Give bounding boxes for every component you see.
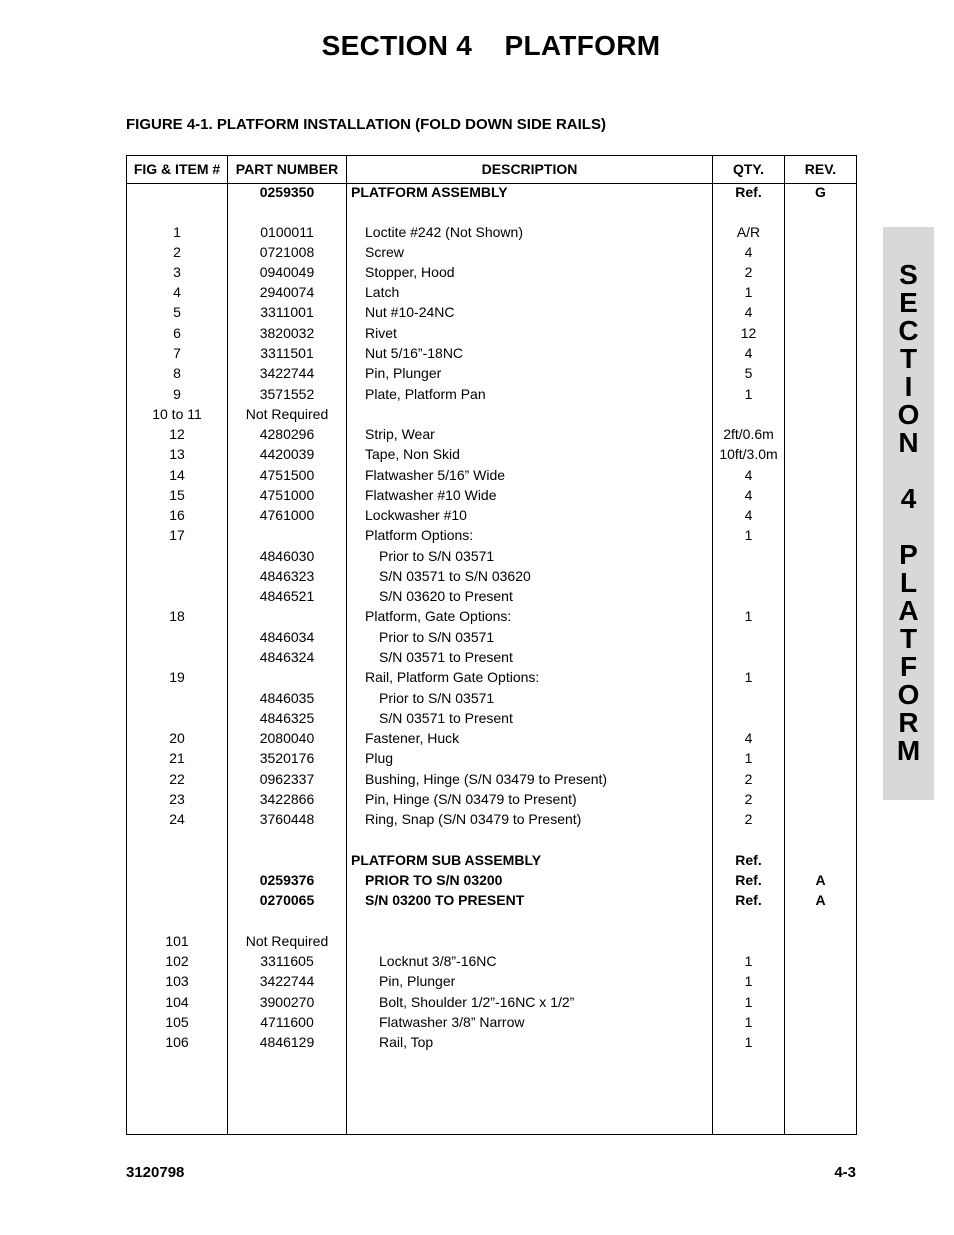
part-number-cell: 4846129 [259,1034,315,1050]
fig-item-cell: 1 [173,224,181,240]
fig-item-cell: 24 [169,811,185,827]
qty-cell: 1 [744,608,753,624]
qty-cell: 1 [744,669,753,685]
table-row [127,1012,856,1032]
side-tab-letter: L [899,567,918,598]
table-row [127,870,856,890]
part-number-cell: 4751000 [259,487,315,503]
part-number-cell: 3520176 [259,750,315,766]
description-cell: S/N 03571 to Present [379,710,513,726]
section-title: SECTION 4 PLATFORM [321,30,661,61]
fig-item-cell: 15 [169,487,185,503]
table-row [127,748,856,768]
part-number-cell: 4280296 [259,426,315,442]
description-cell: Lockwasher #10 [365,507,467,523]
qty-cell: 4 [744,304,753,320]
table-row [127,667,856,687]
description-cell: Bolt, Shoulder 1/2”-16NC x 1/2” [379,994,575,1010]
table-row [127,525,856,545]
side-tab-letter: 4 [900,483,917,514]
table-row [127,546,856,566]
fig-item-cell: 3 [173,264,181,280]
side-tab-letter: P [899,539,918,570]
qty-cell: 2ft/0.6m [723,426,774,442]
qty-cell: 2 [744,811,753,827]
description-cell: Plug [365,750,394,766]
header-rev: REV. [804,161,837,177]
table-row [127,302,856,322]
qty-cell: A/R [736,224,761,240]
section-side-tab [883,227,934,800]
description-cell: Prior to S/N 03571 [379,690,495,706]
table-row [127,404,856,424]
fig-item-cell: 12 [169,426,185,442]
fig-item-cell: 106 [165,1034,189,1050]
part-number-cell: 0940049 [259,264,315,280]
qty-cell: 2 [744,791,753,807]
qty-cell: 1 [744,386,753,402]
fig-item-cell: 20 [169,730,185,746]
side-tab-letter: O [897,679,920,710]
description-cell: Fastener, Huck [365,730,460,746]
table-row [127,931,856,951]
fig-item-cell: 8 [173,365,181,381]
qty-cell: 4 [744,730,753,746]
table-row [127,708,856,728]
side-tab-letter: F [899,651,918,682]
part-number-cell: 4846324 [259,649,315,665]
fig-item-cell: 16 [169,507,185,523]
description-cell: S/N 03571 to S/N 03620 [379,568,531,584]
part-number-cell: 4420039 [259,446,315,462]
qty-cell: 4 [744,244,753,260]
doc-number: 3120798 [126,1164,185,1181]
qty-cell: 1 [744,994,753,1010]
side-tab-letter: O [897,399,920,430]
table-row [127,789,856,809]
table-row [127,262,856,282]
table-row [127,505,856,525]
side-tab-letter: S [899,259,918,290]
description-cell: Nut 5/16”-18NC [365,345,464,361]
part-number-cell: 3311501 [260,345,314,361]
part-number-cell: 3311605 [260,953,314,969]
description-cell: Latch [365,284,400,300]
table-row [127,688,856,708]
fig-item-cell: 102 [165,953,189,969]
side-tab-letter: I [904,371,913,402]
qty-cell: 4 [744,507,753,523]
qty-cell: Ref. [735,892,762,908]
part-number-cell: 3820032 [259,325,315,341]
part-number-cell: 3422744 [259,365,315,381]
fig-item-cell: 4 [173,284,181,300]
qty-cell: Ref. [735,872,762,888]
table-row [127,1032,856,1052]
qty-cell: 4 [744,487,753,503]
description-cell: Flatwasher 5/16” Wide [365,467,506,483]
part-number-cell: 2940074 [259,284,315,300]
table-row [127,343,856,363]
description-cell: Rail, Platform Gate Options: [365,669,540,685]
table-row [127,323,856,343]
side-tab-letter: T [899,343,918,374]
header-qty: QTY. [732,161,765,177]
qty-cell: 4 [744,467,753,483]
qty-cell: 1 [744,973,753,989]
side-tab-letter: N [898,427,919,458]
table-row [127,627,856,647]
fig-item-cell: 23 [169,791,185,807]
description-cell: Plate, Platform Pan [365,386,486,402]
table-row [127,992,856,1012]
description-cell: Strip, Wear [365,426,435,442]
table-row [127,769,856,789]
qty-cell: 1 [744,284,753,300]
table-row [127,282,856,302]
description-cell: Platform, Gate Options: [365,608,512,624]
fig-item-cell: 14 [169,467,185,483]
table-row [127,606,856,626]
table-row [127,363,856,383]
description-cell: S/N 03200 TO PRESENT [365,892,525,908]
description-cell: Tape, Non Skid [365,446,460,462]
part-number-cell: 4711600 [260,1014,314,1030]
qty-cell: 12 [740,325,757,341]
qty-cell: Ref. [735,852,762,868]
qty-cell: 5 [744,365,753,381]
part-number-cell: 4751500 [259,467,315,483]
part-number-cell: 4846035 [259,690,315,706]
rev-cell: A [815,892,826,908]
description-cell: Stopper, Hood [365,264,455,280]
header-fig-item: FIG & ITEM # [133,161,221,177]
part-number-cell: 0259376 [259,872,315,888]
description-cell: S/N 03620 to Present [379,588,513,604]
part-number-cell: 4761000 [259,507,315,523]
description-cell: Pin, Hinge (S/N 03479 to Present) [365,791,577,807]
fig-item-cell: 7 [173,345,181,361]
part-number-cell: 4846323 [259,568,315,584]
rev-cell: A [815,872,826,888]
side-tab-letter: T [899,623,918,654]
fig-item-cell: 22 [169,771,185,787]
fig-item-cell: 104 [165,994,189,1010]
part-number-cell: 3422744 [259,973,315,989]
description-cell: Rivet [365,325,397,341]
qty-cell: 1 [744,527,753,543]
parts-table [126,155,857,1135]
fig-item-cell: 105 [165,1014,189,1030]
fig-item-cell: 21 [169,750,185,766]
part-number-cell: 4846030 [259,548,315,564]
description-cell: Ring, Snap (S/N 03479 to Present) [365,811,582,827]
description-cell: PLATFORM ASSEMBLY [351,184,508,200]
figure-title: FIGURE 4-1. PLATFORM INSTALLATION (FOLD DOWN SIDE RAILS) [126,116,606,133]
fig-item-cell: 13 [169,446,185,462]
part-number-cell: 0270065 [259,892,315,908]
fig-item-cell: 6 [173,325,181,341]
description-cell: Pin, Plunger [379,973,456,989]
fig-item-cell: 18 [169,608,185,624]
table-row [127,384,856,404]
table-row [127,850,856,870]
table-row [127,566,856,586]
side-tab-letter: A [898,595,919,626]
table-row [127,222,856,242]
description-cell: Locknut 3/8”-16NC [379,953,497,969]
rev-cell: G [815,184,826,200]
fig-item-cell: 10 to 11 [152,406,202,422]
description-cell: Prior to S/N 03571 [379,629,495,645]
fig-item-cell: 103 [165,973,189,989]
part-number-cell: 4846325 [259,710,315,726]
table-row [127,586,856,606]
table-row [127,242,856,262]
part-number-cell: Not Required [245,933,329,949]
description-cell: Loctite #242 (Not Shown) [365,224,523,240]
part-number-cell: 3900270 [259,994,315,1010]
table-row [127,424,856,444]
qty-cell: 1 [744,1014,753,1030]
description-cell: PLATFORM SUB ASSEMBLY [351,852,542,868]
qty-cell: 1 [744,953,753,969]
fig-item-cell: 5 [173,304,181,320]
qty-cell: 2 [744,264,753,280]
description-cell: Flatwasher 3/8” Narrow [379,1014,525,1030]
qty-cell: 1 [744,1034,753,1050]
table-row [127,728,856,748]
table-row [127,971,856,991]
table-row [127,647,856,667]
qty-cell: Ref. [735,184,762,200]
part-number-cell: 0100011 [260,224,314,240]
fig-item-cell: 2 [173,244,181,260]
table-row [127,809,856,829]
part-number-cell: 4846521 [259,588,315,604]
part-number-cell: 3571552 [259,386,315,402]
part-number-cell: 4846034 [259,629,315,645]
description-cell: Flatwasher #10 Wide [365,487,497,503]
description-cell: Platform Options: [365,527,474,543]
part-number-cell: 3422866 [259,791,315,807]
header-part-number: PART NUMBER [235,161,339,177]
header-description: DESCRIPTION [481,161,578,177]
fig-item-cell: 19 [169,669,185,685]
fig-item-cell: 17 [169,527,185,543]
side-tab-letter: M [896,735,921,766]
fig-item-cell: 9 [173,386,181,402]
qty-cell: 4 [744,345,753,361]
part-number-cell: Not Required [245,406,329,422]
side-tab-letter: E [899,287,918,318]
table-row [127,182,856,202]
table-row [127,485,856,505]
part-number-cell: 0259350 [259,184,315,200]
description-cell: PRIOR TO S/N 03200 [365,872,503,888]
part-number-cell: 0962337 [259,771,315,787]
description-cell: Pin, Plunger [365,365,442,381]
description-cell: Prior to S/N 03571 [379,548,495,564]
description-cell: Nut #10-24NC [365,304,455,320]
table-row [127,890,856,910]
qty-cell: 1 [744,750,753,766]
table-row [127,444,856,464]
part-number-cell: 2080040 [259,730,315,746]
description-cell: Rail, Top [379,1034,434,1050]
description-cell: Screw [365,244,404,260]
page-number: 4-3 [834,1164,856,1181]
table-header [127,156,856,184]
qty-cell: 10ft/3.0m [719,446,778,462]
part-number-cell: 3311001 [260,304,314,320]
side-tab-letter: R [898,707,919,738]
side-tab-letter: C [898,315,919,346]
table-row [127,951,856,971]
qty-cell: 2 [744,771,753,787]
description-cell: S/N 03571 to Present [379,649,513,665]
fig-item-cell: 101 [165,933,189,949]
part-number-cell: 0721008 [259,244,315,260]
table-row [127,465,856,485]
part-number-cell: 3760448 [259,811,315,827]
description-cell: Bushing, Hinge (S/N 03479 to Present) [365,771,608,787]
